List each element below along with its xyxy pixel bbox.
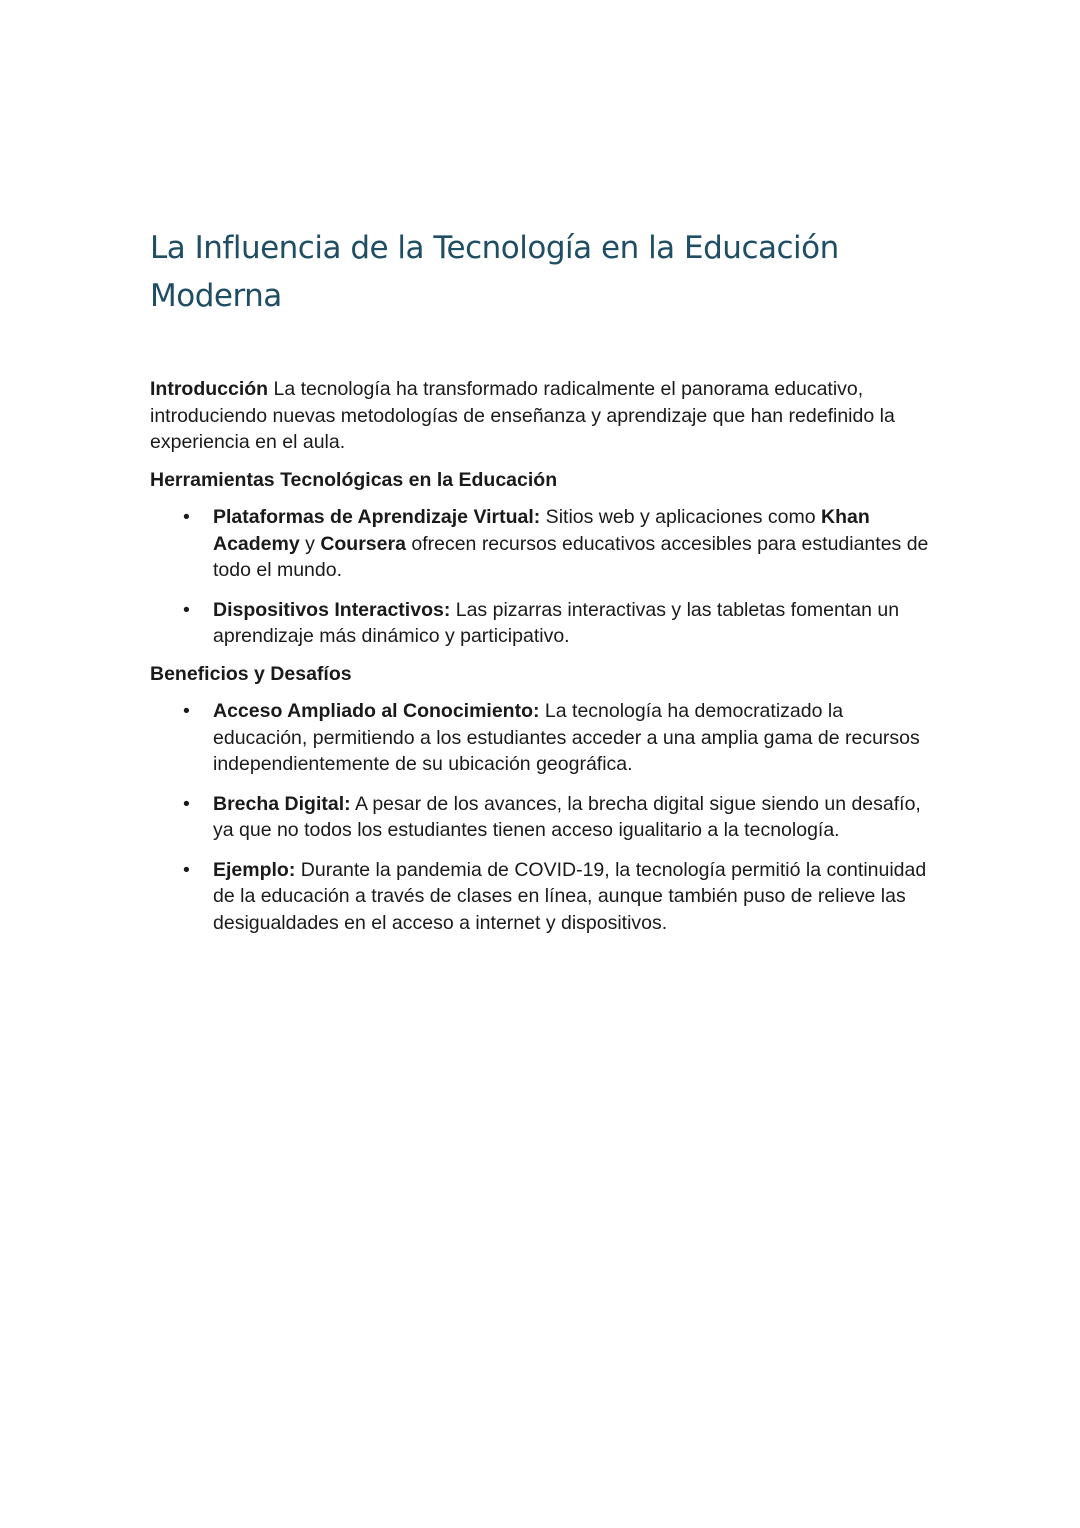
document-page <box>150 224 940 947</box>
bullet-icon: • <box>183 598 190 621</box>
list-item-label: Dispositivos Interactivos: <box>213 598 451 621</box>
list-item-text: Las pizarras interactivas y las tabletas fomentan un aprendizaje más dinámico y participativo. <box>213 598 900 647</box>
list-item-text: La tecnología ha democratizado la educación, permitiendo a los estudiantes acceder a una amplia gama de recursos independientemente de su ubicación geográfica. <box>213 700 920 775</box>
page-title: La Influencia de la Tecnología en la Educación Moderna <box>150 230 839 314</box>
list-item <box>150 857 940 937</box>
intro-text: La tecnología ha transformado radicalmente el panorama educativo, introduciendo nuevas metodologías de enseñanza y aprendizaje que han redefinido la experiencia en el aula. <box>150 378 895 453</box>
benefits-list <box>150 698 940 936</box>
list-item-text: Durante la pandemia de COVID-19, la tecnología permitió la continuidad de la educación a través de clases en línea, aunque también puso de relieve las desigualdades en el acceso a internet y dispositivos. <box>213 858 927 934</box>
list-item-label: Plataformas de Aprendizaje Virtual: <box>213 506 541 528</box>
list-item-emphasis: Khan Academy <box>213 506 870 555</box>
tools-list <box>150 504 940 650</box>
list-item <box>150 791 940 844</box>
bullet-icon: • <box>183 858 190 881</box>
bullet-icon: • <box>183 700 190 722</box>
list-item-label: Acceso Ampliado al Conocimiento: <box>213 700 540 722</box>
intro-paragraph <box>150 376 940 456</box>
list-item-text: A pesar de los avances, la brecha digital sigue siendo un desafío, ya que no todos los estudiantes tienen acceso igualitario a la tecnología. <box>213 792 921 841</box>
intro-label: Introducción <box>150 378 269 400</box>
list-item-text: y <box>299 532 321 555</box>
list-item-text: ofrecen recursos educativos accesibles para estudiantes de todo el mundo. <box>213 532 929 581</box>
bullet-icon: • <box>183 506 190 528</box>
section-heading-benefits: Beneficios y Desafíos <box>150 662 352 685</box>
list-item-text: Sitios web y aplicaciones como <box>540 506 821 528</box>
list-item-label: Brecha Digital: <box>213 792 351 815</box>
list-item <box>150 698 940 778</box>
list-item <box>150 597 940 650</box>
list-item-emphasis: Coursera <box>320 532 406 555</box>
bullet-icon: • <box>183 792 190 815</box>
section-heading-tools: Herramientas Tecnológicas en la Educación <box>150 468 558 491</box>
list-item-label: Ejemplo: <box>213 858 296 881</box>
list-item <box>150 504 940 584</box>
